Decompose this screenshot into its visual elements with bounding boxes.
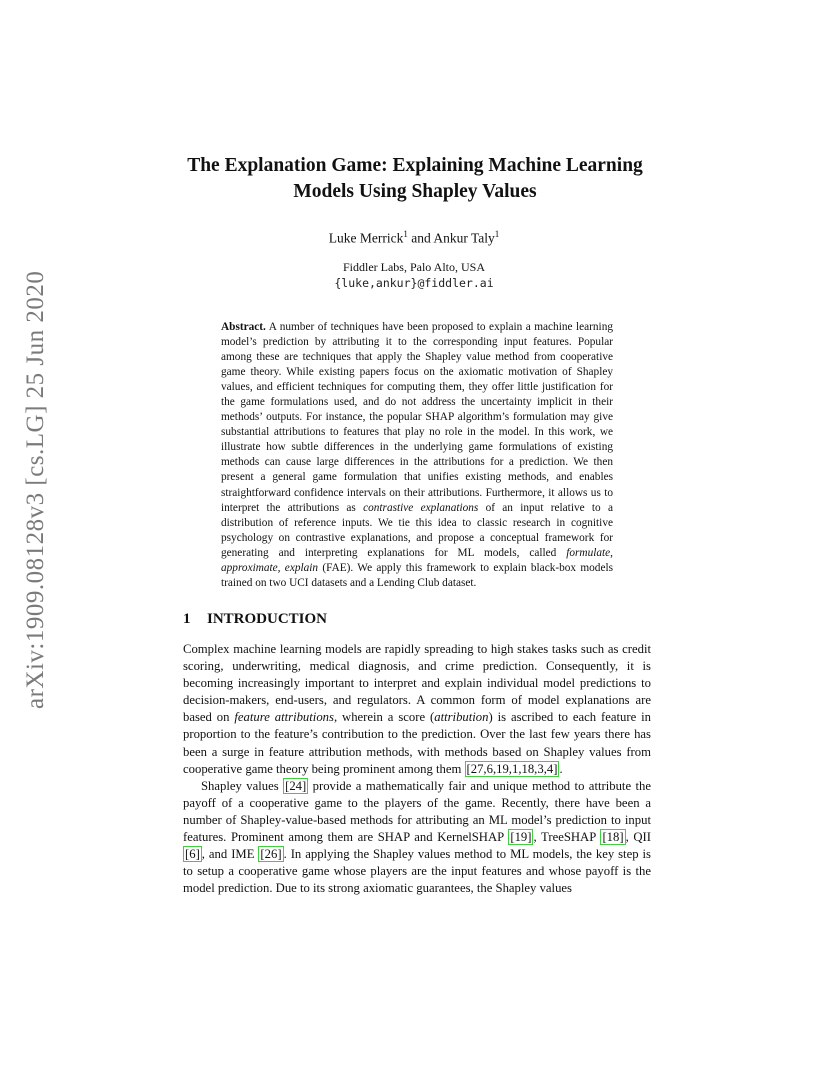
paragraph-text: Shapley values [201,778,284,793]
citation-link[interactable]: [24] [285,778,307,793]
paragraph-text: . In applying the Shapley values method to ML models, the key step is to setup a cooperative game whose players are the input features and whose payoff is the model prediction. Due to its strong axiomatic guarantees, the Shapley values [183,847,651,896]
citation-link[interactable]: [26] [260,847,282,862]
paragraph-text: , wherein a score ( [333,710,435,725]
arxiv-identifier: arXiv:1909.08128v3 [cs.LG] 25 Jun 2020 [22,270,49,710]
section-number: 1 [183,611,191,627]
abstract-text: of an input relative to a distribution of reference inputs. We tie this idea to classic research in cognitive psychology on contrastive explanations, and propose a conceptual framework for generating and interpreting explanations for ML models, called [221,501,613,559]
paragraph-text: Complex machine learning models are rapidly spreading to high stakes tasks such as credit scoring, underwriting, medical diagnosis, and crime prediction. Consequently, it is becoming increasingly important to interpret and explain individual model predictions to decision-makers, end-users, and regulators. A common form of model explanations are based on [183,642,651,725]
abstract-text: (FAE). We apply this framework to explain black-box models trained on two UCI datasets and a Lending Club dataset. [221,561,613,589]
citation-link[interactable]: [18] [602,830,624,845]
section-title: INTRODUCTION [207,611,328,627]
affiliation: Fiddler Labs, Palo Alto, USA [342,260,485,274]
paragraph-text: , QII [625,830,651,845]
paper-title [140,153,690,205]
author-list [0,229,828,247]
paragraph-text: , TreeSHAP [533,830,601,845]
affiliation-marker: 1 [403,229,408,239]
section-heading [183,611,327,628]
paragraph-text: ) is ascribed to each feature in proportion to the feature’s contribution to the prediction. Over the last few years there has been a surge in feature attribution methods, with methods based on Shapley values from cooperative game theory being prominent among them [183,710,652,776]
paragraph-text: provide a mathematically fair and unique method to attribute the payoff of a cooperative game to the players of the game. Recently, there have been a number of Shapley-value-based methods for attributing an ML model’s prediction to input features. Prominent among them are SHAP and KernelSHAP [183,778,651,845]
title-line-2: Models Using Shapley Values [293,181,537,202]
paragraph-text: , and IME [201,847,259,862]
affiliation-marker: 1 [494,229,500,239]
abstract-text: A number of techniques have been proposed to explain a machine learning model’s prediction by attributing it to the corresponding input features. Popular among these are techniques that apply the Shapley value method from cooperative game theory. While existing papers focus on the axiomatic motivation of Shapley values, and efficient techniques for computing them, they offer little justification for the game formulations used, and do not address the uncertainty implicit in their methods’ outputs. For instance, the popular SHAP algorithm’s formulation may give substantial attributions to features that play no role in the model. In this work, we illustrate how subtle differences in the underlying game formulations of existing methods can cause large differences in the attributions for a prediction. We then present a general game formulation that unifies existing methods, and enables straightforward confidence intervals on their attributions. Furthermore, it allows us to interpret the attributions as [221,321,613,514]
citation-link[interactable]: [6] [185,847,200,862]
contact-email: {luke,ankur}@fiddler.ai [334,276,494,290]
citation-link[interactable]: [19] [510,830,532,845]
emphasis-text: attribution [434,710,489,725]
paragraph [183,778,651,898]
paragraph-text: . [559,761,563,776]
abstract-label: Abstract. [221,321,266,333]
emphasis-text: feature attributions [234,710,334,725]
abstract [221,320,613,591]
abstract-emphasis: contrastive explanations [363,501,479,514]
author-conjunction: and [407,230,434,246]
title-line-1: The Explanation Game: Explaining Machine Learning [187,155,643,176]
body-text [183,641,651,897]
author-name: Ankur Taly [433,230,495,246]
citation-link[interactable]: [27,6,19,1,18,3,4] [466,761,558,776]
author-name: Luke Merrick [328,230,404,246]
paragraph [183,641,651,778]
abstract-emphasis: formulate, approximate, explain [221,546,613,574]
